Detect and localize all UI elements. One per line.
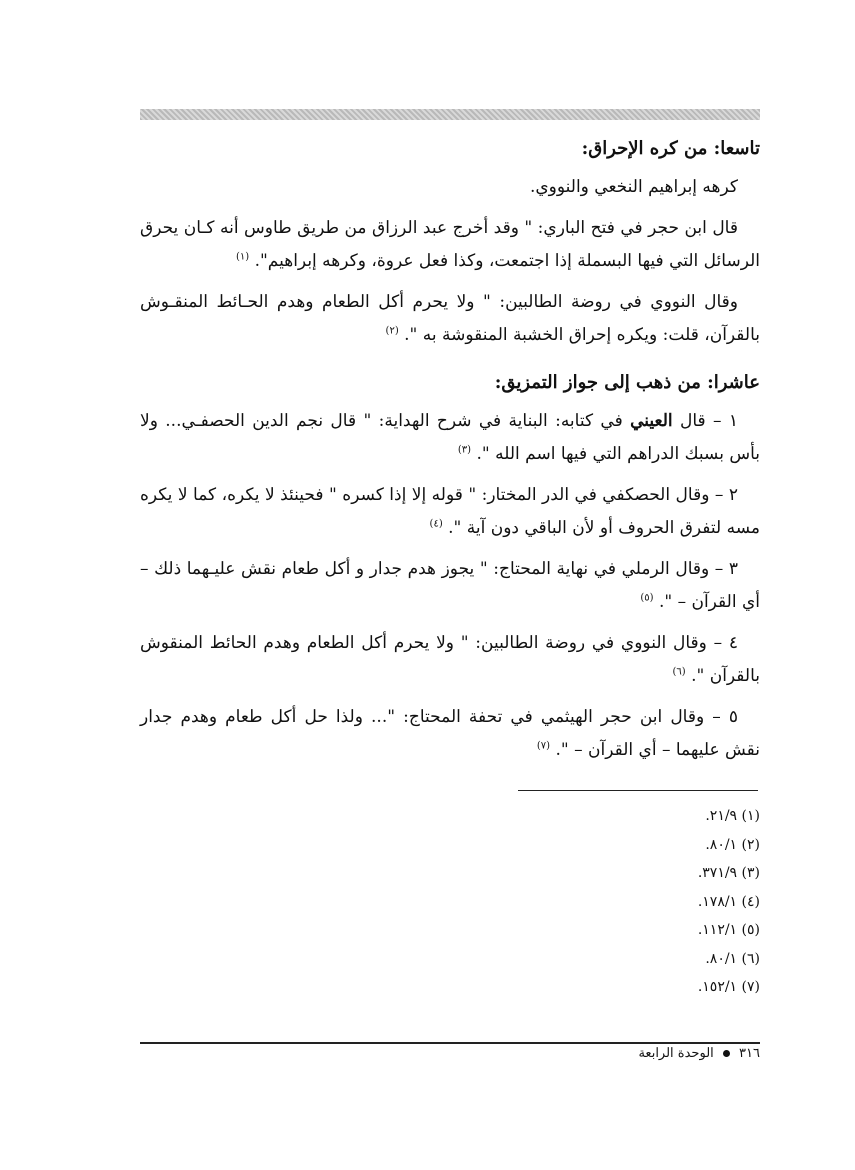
footnote: (٢) ٨٠/١. bbox=[705, 836, 760, 853]
footnote: (٤) ١٧٨/١. bbox=[697, 893, 760, 910]
footnotes bbox=[460, 802, 760, 1002]
footnote: (٥) ١١٢/١. bbox=[697, 922, 760, 938]
bold-name: العيني bbox=[630, 411, 673, 431]
item-text: ٣ – وقال الرملي في نهاية المحتاج: " يجوز هدم جدار و أكل طعام نقش عليـهما ذلك – أي القرآن – ". bbox=[140, 559, 760, 612]
list-item bbox=[140, 479, 760, 545]
body-text bbox=[140, 130, 760, 775]
footer-rule bbox=[140, 1042, 760, 1044]
list-item bbox=[140, 405, 760, 471]
footnote: (٦) ٨٠/١. bbox=[705, 950, 760, 967]
item-text: ٤ – وقال النووي في روضة الطالبين: " ولا يحرم أكل الطعام وهدم الحائط المنقوش بالقرآن ". bbox=[140, 633, 760, 686]
footnote-separator bbox=[518, 790, 758, 791]
list-item bbox=[140, 553, 760, 619]
footnote: (٧) ١٥٢/١. bbox=[697, 979, 760, 995]
item-text: ١ – قال bbox=[672, 411, 738, 431]
item-text: ٥ – وقال ابن حجر الهيثمي في تحفة المحتاج: "... ولذا حل أكل طعام وهدم جدار نقش عليهما – أي القرآن – ". bbox=[140, 707, 760, 760]
page-footer bbox=[638, 1046, 760, 1061]
footnote-ref[interactable]: (٧) bbox=[536, 740, 551, 752]
footnote-ref[interactable]: (١) bbox=[235, 251, 250, 263]
section-heading-ninth: تاسعا: من كره الإحراق: bbox=[581, 138, 760, 159]
footnote-ref[interactable]: (٣) bbox=[457, 444, 472, 456]
footnote: (٣) ٣٧١/٩. bbox=[697, 865, 760, 881]
footnote-ref[interactable]: (٢) bbox=[385, 325, 399, 337]
paragraph-text: قال ابن حجر في فتح الباري: " وقد أخرج عبد الرزاق من طريق طاوس أنه كـان يحرق الرسائل التي فيها البسملة إذا اجتمعت، وكذا فعل عروة، وكرهه إبراهيم". bbox=[140, 218, 760, 271]
section-heading-tenth: عاشرا: من ذهب إلى جواز التمزيق: bbox=[494, 372, 760, 393]
list-item bbox=[140, 701, 760, 767]
footnote: (١) ٢١/٩. bbox=[705, 808, 760, 824]
footnote-ref[interactable]: (٤) bbox=[429, 518, 443, 530]
unit-title: الوحدة الرابعة bbox=[638, 1046, 714, 1061]
paragraph-text: وقال النووي في روضة الطالبين: " ولا يحرم أكل الطعام وهدم الحـائط المنقـوش بالقرآن، قلت: ويكره إحراق الخشبة المنقوشة به ". bbox=[140, 292, 760, 345]
header-bar bbox=[140, 109, 760, 120]
paragraph bbox=[140, 171, 760, 204]
footnote-ref[interactable]: (٥) bbox=[640, 592, 654, 604]
paragraph bbox=[140, 286, 760, 352]
item-text: في كتابه: البناية في شرح الهداية: " قال نجم الدين الحصفـي... ولا بأس بسبك الدراهم التي فيها اسم الله ". bbox=[140, 411, 760, 464]
paragraph-text: كرهه إبراهيم النخعي والنووي. bbox=[529, 177, 738, 197]
page-number: ٣١٦ bbox=[739, 1046, 760, 1061]
paragraph bbox=[140, 212, 760, 278]
item-text: ٢ – وقال الحصكفي في الدر المختار: " قوله إلا إذا كسره " فحينئذ لا يكره، كما لا يكره مسه لتفرق الحروف أو لأن الباقي دون آية ". bbox=[140, 485, 760, 538]
bullet-dot-icon bbox=[723, 1050, 730, 1057]
footnote-ref[interactable]: (٦) bbox=[672, 666, 686, 678]
list-item bbox=[140, 627, 760, 693]
